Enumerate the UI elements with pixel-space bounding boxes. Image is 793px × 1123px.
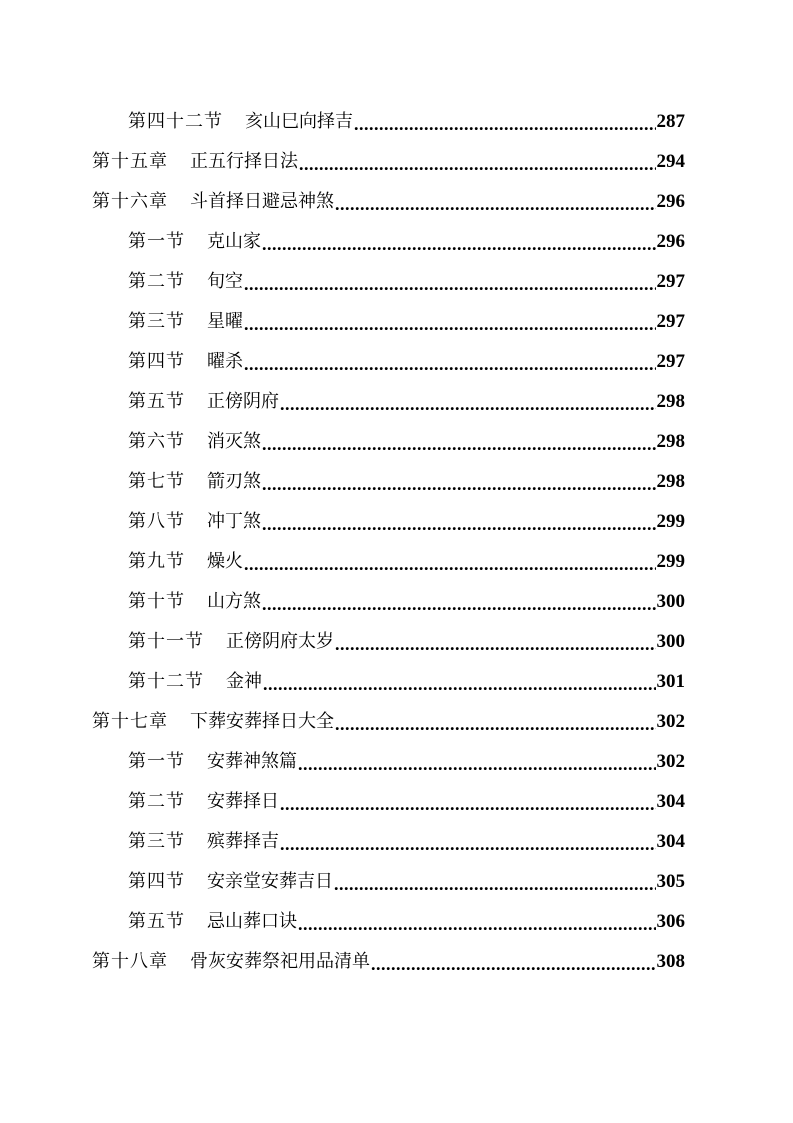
toc-entry[interactable] <box>0 622 793 662</box>
section-title: 殡葬择吉 <box>207 831 279 852</box>
dot-leader <box>335 702 656 742</box>
dot-leader <box>335 182 656 222</box>
page-number: 305 <box>656 871 685 892</box>
section-number: 第六节 <box>128 431 185 452</box>
dot-leader <box>354 102 656 142</box>
dot-leader <box>244 302 656 342</box>
dot-leader <box>299 142 656 182</box>
dot-leader <box>335 622 656 662</box>
chapter-title: 骨灰安葬祭祀用品清单 <box>190 951 370 972</box>
toc-entry[interactable] <box>0 462 793 502</box>
section-title: 忌山葬口诀 <box>207 911 297 932</box>
dot-leader <box>371 942 656 982</box>
section-title: 冲丁煞 <box>207 511 261 532</box>
dot-leader <box>280 822 656 862</box>
page-number: 299 <box>656 511 685 532</box>
chapter-title: 下葬安葬择日大全 <box>190 711 334 732</box>
dot-leader <box>280 382 656 422</box>
chapter-title: 正五行择日法 <box>190 151 298 172</box>
chapter-number: 第十七章 <box>92 711 168 732</box>
section-number: 第一节 <box>128 231 185 252</box>
page-number: 301 <box>656 671 685 692</box>
page-number: 294 <box>656 151 685 172</box>
page-number: 298 <box>656 471 685 492</box>
section-number: 第十二节 <box>128 671 204 692</box>
page-number: 300 <box>656 631 685 652</box>
dot-leader <box>262 582 656 622</box>
toc-entry[interactable] <box>0 142 793 182</box>
dot-leader <box>262 222 656 262</box>
toc-entry[interactable] <box>0 542 793 582</box>
dot-leader <box>263 662 656 702</box>
toc-entry[interactable] <box>0 942 793 982</box>
section-number: 第三节 <box>128 311 185 332</box>
section-title: 安亲堂安葬吉日 <box>207 871 333 892</box>
section-title: 金神 <box>226 671 262 692</box>
page-number: 298 <box>656 391 685 412</box>
section-title: 箭刃煞 <box>207 471 261 492</box>
toc-entry[interactable] <box>0 102 793 142</box>
page-number: 306 <box>656 911 685 932</box>
page-number: 296 <box>656 231 685 252</box>
section-number: 第四十二节 <box>128 111 223 132</box>
dot-leader <box>244 342 656 382</box>
chapter-title: 斗首择日避忌神煞 <box>190 191 334 212</box>
section-title: 山方煞 <box>207 591 261 612</box>
toc-entry[interactable] <box>0 702 793 742</box>
page-number: 300 <box>656 591 685 612</box>
chapter-number: 第十八章 <box>92 951 168 972</box>
toc-entry[interactable] <box>0 862 793 902</box>
section-number: 第四节 <box>128 351 185 372</box>
dot-leader <box>262 502 656 542</box>
section-title: 安葬择日 <box>207 791 279 812</box>
dot-leader <box>244 542 656 582</box>
toc-entry[interactable] <box>0 502 793 542</box>
section-number: 第二节 <box>128 791 185 812</box>
section-number: 第七节 <box>128 471 185 492</box>
page-number: 302 <box>656 711 685 732</box>
toc-entry[interactable] <box>0 302 793 342</box>
toc-entry[interactable] <box>0 782 793 822</box>
section-title: 克山家 <box>207 231 261 252</box>
section-number: 第九节 <box>128 551 185 572</box>
page-number: 308 <box>656 951 685 972</box>
section-number: 第八节 <box>128 511 185 532</box>
page-number: 304 <box>656 791 685 812</box>
toc-entry[interactable] <box>0 262 793 302</box>
toc-entry[interactable] <box>0 662 793 702</box>
toc-entry[interactable] <box>0 902 793 942</box>
toc-entry[interactable] <box>0 342 793 382</box>
section-number: 第五节 <box>128 911 185 932</box>
section-number: 第二节 <box>128 271 185 292</box>
page-number: 298 <box>656 431 685 452</box>
page-number: 296 <box>656 191 685 212</box>
table-of-contents <box>0 102 793 982</box>
section-title: 燥火 <box>207 551 243 572</box>
section-title: 旬空 <box>207 271 243 292</box>
section-title: 消灭煞 <box>207 431 261 452</box>
section-number: 第十节 <box>128 591 185 612</box>
toc-entry[interactable] <box>0 422 793 462</box>
dot-leader <box>262 462 656 502</box>
page-number: 297 <box>656 351 685 372</box>
section-title: 安葬神煞篇 <box>207 751 297 772</box>
toc-entry[interactable] <box>0 382 793 422</box>
toc-entry[interactable] <box>0 742 793 782</box>
section-title: 星曜 <box>207 311 243 332</box>
dot-leader <box>244 262 656 302</box>
chapter-number: 第十六章 <box>92 191 168 212</box>
page-number: 297 <box>656 271 685 292</box>
section-title: 正傍阴府 <box>207 391 279 412</box>
dot-leader <box>280 782 656 822</box>
section-title: 正傍阴府太岁 <box>226 631 334 652</box>
toc-entry[interactable] <box>0 222 793 262</box>
dot-leader <box>298 742 656 782</box>
page-number: 287 <box>656 111 685 132</box>
toc-entry[interactable] <box>0 182 793 222</box>
section-number: 第四节 <box>128 871 185 892</box>
section-number: 第十一节 <box>128 631 204 652</box>
section-title: 曜杀 <box>207 351 243 372</box>
dot-leader <box>262 422 656 462</box>
section-number: 第五节 <box>128 391 185 412</box>
section-number: 第一节 <box>128 751 185 772</box>
section-title: 亥山巳向择吉 <box>245 111 353 132</box>
page-number: 299 <box>656 551 685 572</box>
section-number: 第三节 <box>128 831 185 852</box>
page-number: 302 <box>656 751 685 772</box>
page-number: 297 <box>656 311 685 332</box>
dot-leader <box>298 902 656 942</box>
page-number: 304 <box>656 831 685 852</box>
toc-entry[interactable] <box>0 582 793 622</box>
dot-leader <box>334 862 656 902</box>
toc-entry[interactable] <box>0 822 793 862</box>
chapter-number: 第十五章 <box>92 151 168 172</box>
